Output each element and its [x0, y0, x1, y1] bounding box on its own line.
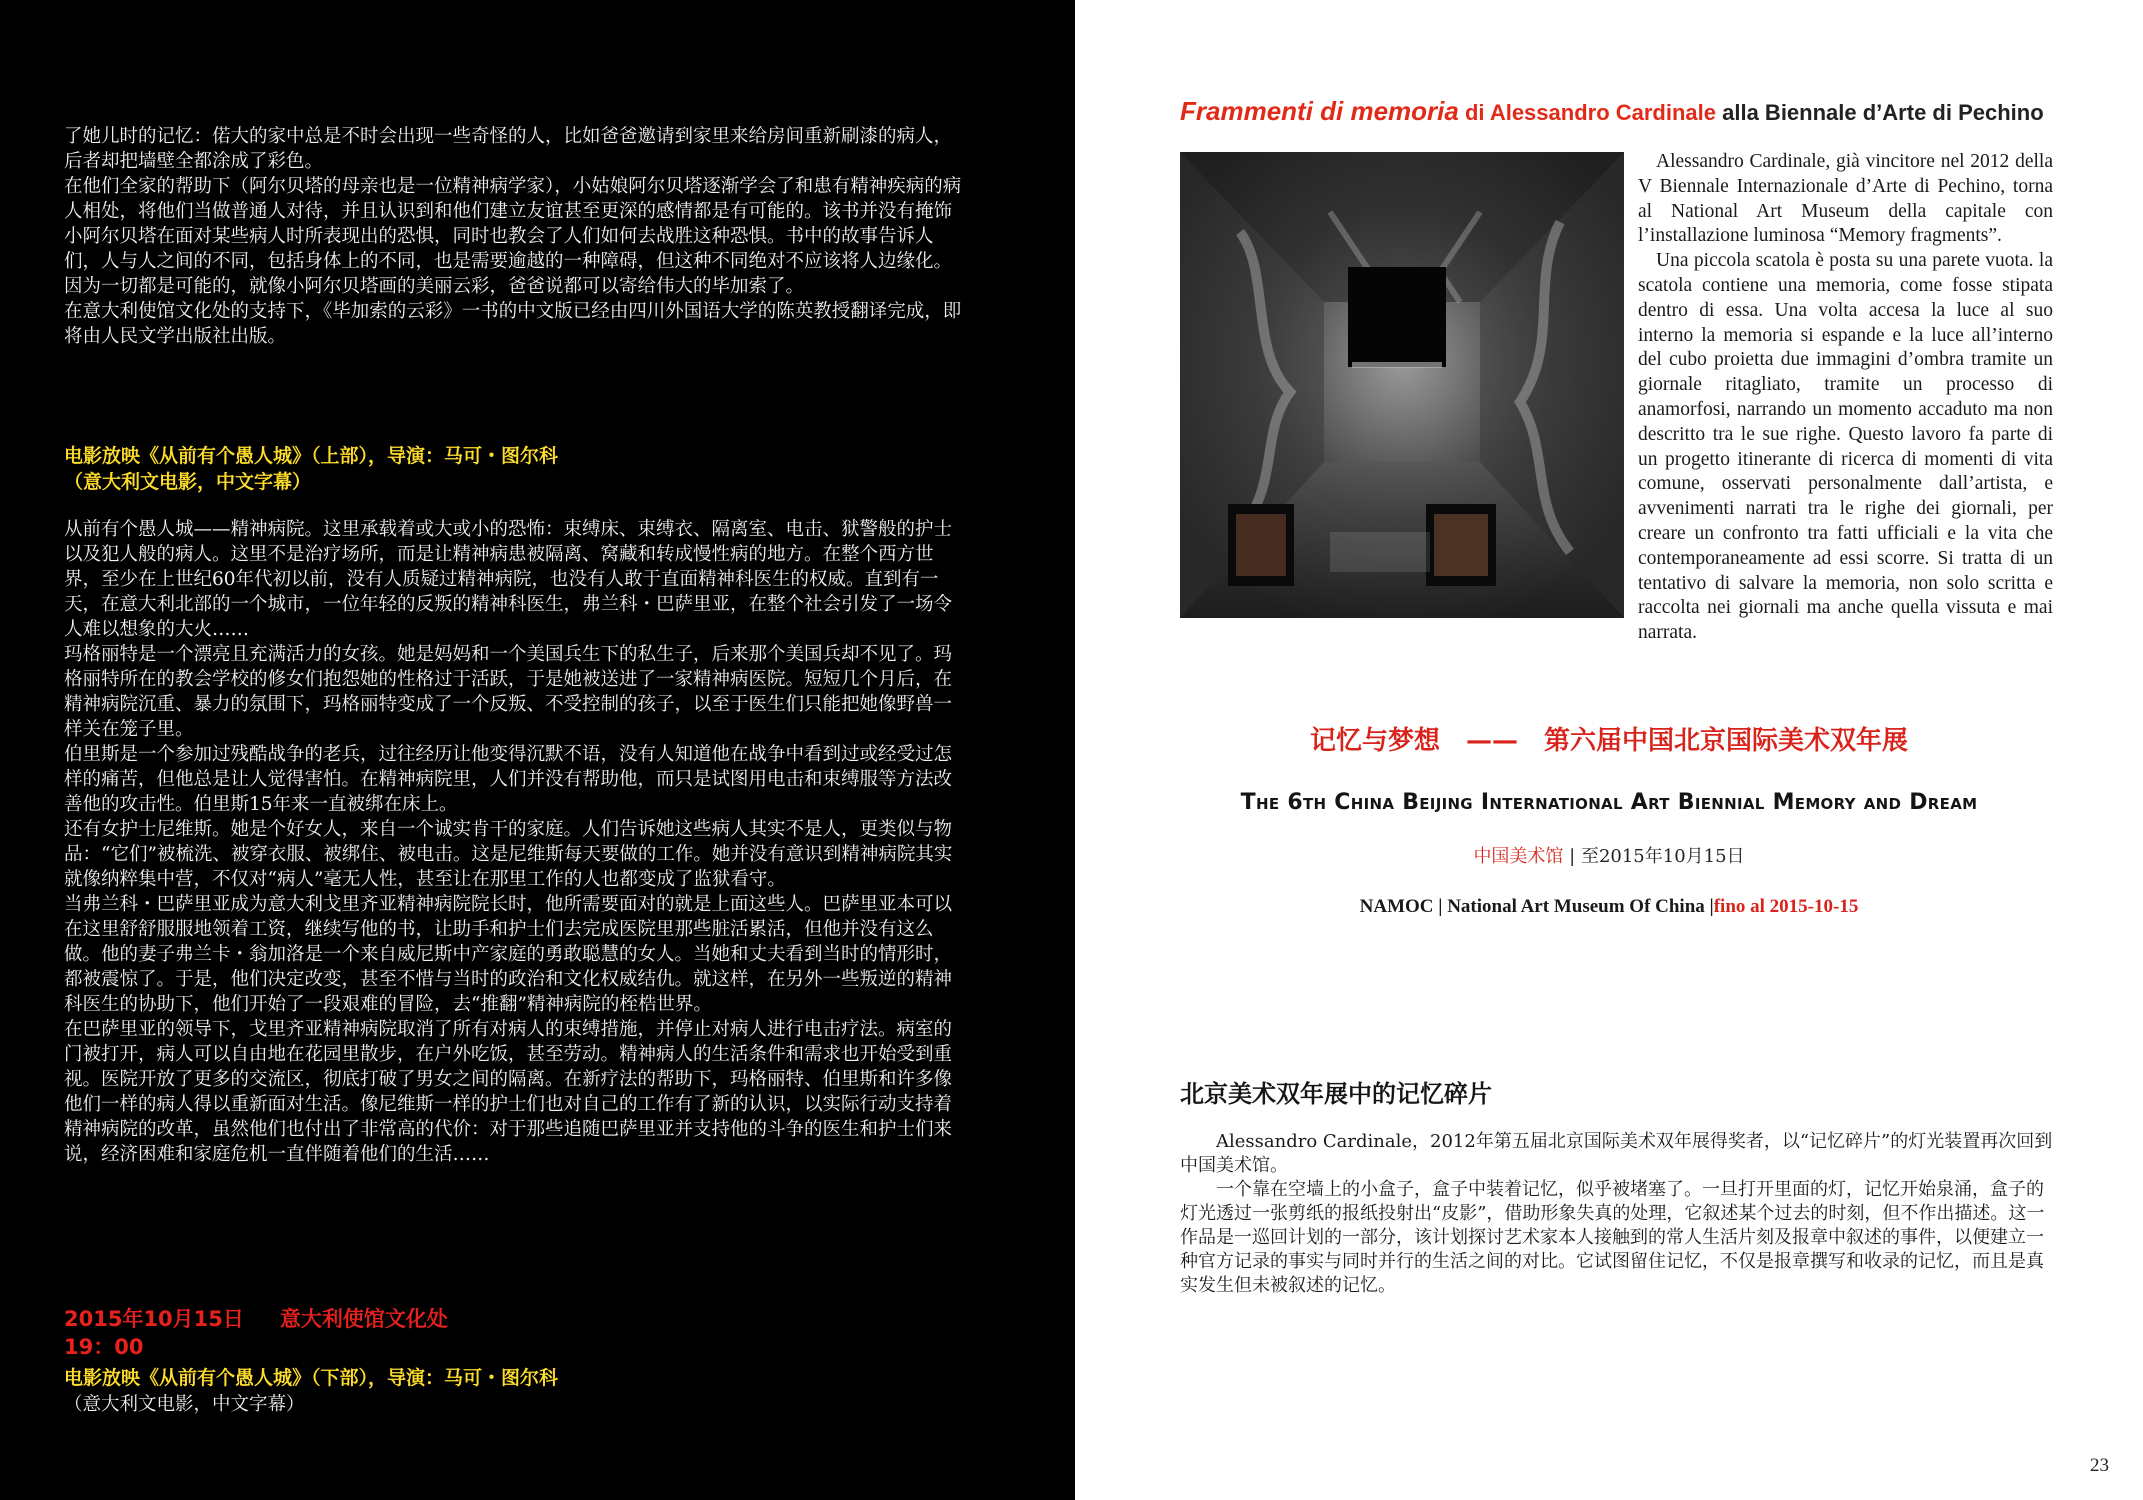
page-number: 23 [2090, 1455, 2109, 1476]
film1-subtitle: （意大利文电影，中文字幕） [64, 471, 312, 493]
event2-date-line [64, 1306, 448, 1333]
intro-text [64, 124, 964, 349]
venue-cn-date: | 至2015年10月15日 [1563, 846, 1745, 867]
paragraph: 了她儿时的记忆：偌大的家中总是不时会出现一些奇怪的人，比如爸爸邀请到家里来给房间重新刷漆的病人，后者却把墙壁全都涂成了彩色。 [64, 126, 953, 172]
paragraph: 在他们全家的帮助下（阿尔贝塔的母亲也是一位精神病学家），小姑娘阿尔贝塔逐渐学会了和患有精神疾病的病人相处，将他们当做普通人对待，并且认识到和他们建立友谊甚至更深的感情都是有可能的。该书并没有掩饰小阿尔贝塔在面对某些病人时所表现出的恐惧，同时也教会了人们如何去战胜这种恐惧。书中的故事告诉人们，人与人之间的不同，包括身体上的不同，也是需要逾越的一种障碍，但这种不同绝对不应该将人边缘化。因为一切都是可能的，就像小阿尔贝塔画的美丽云彩，爸爸说都可以寄给伟大的毕加索了。 [64, 176, 962, 297]
paragraph: Alessandro Cardinale, già vincitore nel 2012 della V Biennale Internazionale d’Arte di Pechino, torna al National Art Museum della capitale con l’installazione luminosa “Memory fragments”. [1638, 151, 2053, 247]
paragraph: 玛格丽特是一个漂亮且充满活力的女孩。她是妈妈和一个美国兵生下的私生子，后来那个美国兵却不见了。玛格丽特所在的教会学校的修女们抱怨她的性格过于活跃，于是她被送进了一家精神病医院。短短几个月后，在精神病院沉重、暴力的氛围下，玛格丽特变成了一个反叛、不受控制的孩子，以至于医生们只能把她像野兽一样关在笼子里。 [64, 644, 953, 740]
event2-venue: 意大利使馆文化处 [279, 1307, 448, 1331]
paragraph: 在意大利使馆文化处的支持下，《毕加索的云彩》一书的中文版已经由四川外国语大学的陈英教授翻译完成，即将由人民文学出版社出版。 [64, 301, 962, 347]
italian-description [1638, 150, 2053, 646]
title-artist: di Alessandro Cardinale [1458, 100, 1717, 125]
venue-en-date: fino al 2015-10-15 [1713, 896, 1859, 917]
paragraph: Alessandro Cardinale，2012年第五届北京国际美术双年展得奖者，以“记忆碎片”的灯光装置再次回到中国美术馆。 [1180, 1131, 2053, 1176]
event2-time: 19：00 [64, 1335, 144, 1359]
exhibition-cn-title: 记忆与梦想 —— 第六届中国北京国际美术双年展 [1309, 726, 1908, 756]
venue-cn-name: 中国美术馆 [1473, 846, 1564, 867]
film1-text [64, 517, 964, 1167]
film1-heading [64, 443, 558, 495]
film1-title: 电影放映《从前有个愚人城》（上部），导演：马可・图尔科 [64, 445, 559, 467]
venue-en-name: NAMOC | National Art Museum Of China | [1359, 896, 1714, 917]
event2-heading: 电影放映《从前有个愚人城》（下部），导演：马可・图尔科 [64, 1367, 559, 1389]
cn-section-title: 北京美术双年展中的记忆碎片 [1180, 1080, 1492, 1108]
cn-article [1180, 1130, 2055, 1298]
exhibition-cn-venue [1075, 844, 2143, 870]
paragraph: 从前有个愚人城——精神病院。这里承载着或大或小的恐怖：束缚床、束缚衣、隔离室、电击、狱警般的护士以及犯人般的病人。这里不是治疗场所，而是让精神病患被隔离、窝藏和转成慢性病的地方。在整个西方世界，至少在上世纪60年代初以前，没有人质疑过精神病院，也没有人敢于直面精神科医生的权威。直到有一天，在意大利北部的一个城市，一位年轻的反叛的精神科医生，弗兰科・巴萨里亚，在整个社会引发了一场令人难以想象的大火…… [64, 519, 953, 640]
paragraph: 一个靠在空墙上的小盒子，盒子中装着记忆，似乎被堵塞了。一旦打开里面的灯，记忆开始泉涌，盒子的灯光透过一张剪纸的报纸投射出“皮影”，借助形象失真的处理，它叙述某个过去的时刻，但不作出描述。这一作品是一巡回计划的一部分，该计划探讨艺术家本人接触到的常人生活片刻及报章中叙述的事件，以便建立一种官方记录的事实与同时并行的生活之间的对比。它试图留住记忆，不仅是报章撰写和收录的记忆，而且是真实发生但未被叙述的记忆。 [1180, 1179, 2045, 1296]
memory-fragments-installation-image [1180, 152, 1624, 618]
paragraph: 伯里斯是一个参加过残酷战争的老兵，过往经历让他变得沉默不语，没有人知道他在战争中看到过或经受过怎样的痛苦，但他总是让人觉得害怕。在精神病院里，人们并没有帮助他，而只是试图用电击和束缚服等方法改善他的攻击性。伯里斯15年来一直被绑在床上。 [64, 744, 953, 815]
exhibition-en-venue [1075, 894, 2143, 920]
event2-subheading: （意大利文电影，中文字幕） [64, 1394, 305, 1415]
article-title [1180, 96, 2044, 128]
title-venue: alla Biennale d’Arte di Pechino [1716, 100, 2044, 125]
paragraph: Una piccola scatola è posta su una parete vuota. la scatola contiene una memoria, come fosse stipata dentro di essa. Una volta accesa la luce al suo interno la memoria si espande e la luce all’interno del cubo proietta due immagini d’ombra tramite un giornale ritagliato, tramite un processo di anamorfosi, narrando un momento accaduto ma non descritto tra le sue righe. Questo lavoro fa parte di un progetto itinerante di ricerca di momenti di vita comune, osservati personalmente dall’artista, e avvenimenti narrati tra le righe dei giornali, per creare un confronto tra fatti ufficiali e la vita che contemporaneamente ad essi scorre. Si tratta di un tentativo di salvare la memoria, non solo scritta e raccolta nei giornali ma anche quella vissuta e mai narrata. [1638, 250, 2053, 644]
artwork-photo [1180, 152, 1624, 618]
event2-date: 2015年10月15日 [64, 1307, 244, 1331]
right-page [1075, 0, 2143, 1500]
paragraph: 还有女护士尼维斯。她是个好女人，来自一个诚实肯干的家庭。人们告诉她这些病人其实不是人，更类似与物品：“它们”被梳洗、被穿衣服、被绑住、被电击。这是尼维斯每天要做的工作。她并没有意识到精神病院其实就像纳粹集中营，不仅对“病人”毫无人性，甚至让在那里工作的人也都变成了监狱看守。 [64, 819, 953, 890]
exhibition-en-title: The 6th China Beijing International Art Biennial Memory and Dream [1240, 790, 1978, 815]
paragraph: 当弗兰科・巴萨里亚成为意大利戈里齐亚精神病院院长时，他所需要面对的就是上面这些人。巴萨里亚本可以在这里舒舒服服地领着工资，继续写他的书，让助手和护士们去完成医院里那些脏活累活，但他并没有这么做。他的妻子弗兰卡・翁加洛是一个来自威尼斯中产家庭的勇敢聪慧的女人。当她和丈夫看到当时的情形时，都被震惊了。于是，他们决定改变，甚至不惜与当时的政治和文化权威结仇。就这样，在另外一些叛逆的精神科医生的协助下，他们开始了一段艰难的冒险，去“推翻”精神病院的桎梏世界。 [64, 894, 953, 1015]
title-italic: Frammenti di memoria [1180, 96, 1459, 126]
paragraph: 在巴萨里亚的领导下，戈里齐亚精神病院取消了所有对病人的束缚措施，并停止对病人进行电击疗法。病室的门被打开，病人可以自由地在花园里散步，在户外吃饭，甚至劳动。精神病人的生活条件和需求也开始受到重视。医院开放了更多的交流区，彻底打破了男女之间的隔离。在新疗法的帮助下，玛格丽特、伯里斯和许多像他们一样的病人得以重新面对生活。像尼维斯一样的护士们也对自己的工作有了新的认识，以实际行动支持着精神病院的改革，虽然他们也付出了非常高的代价：对于那些追随巴萨里亚并支持他的斗争的医生和护士们来说，经济困难和家庭危机一直伴随着他们的生活…… [64, 1019, 953, 1165]
